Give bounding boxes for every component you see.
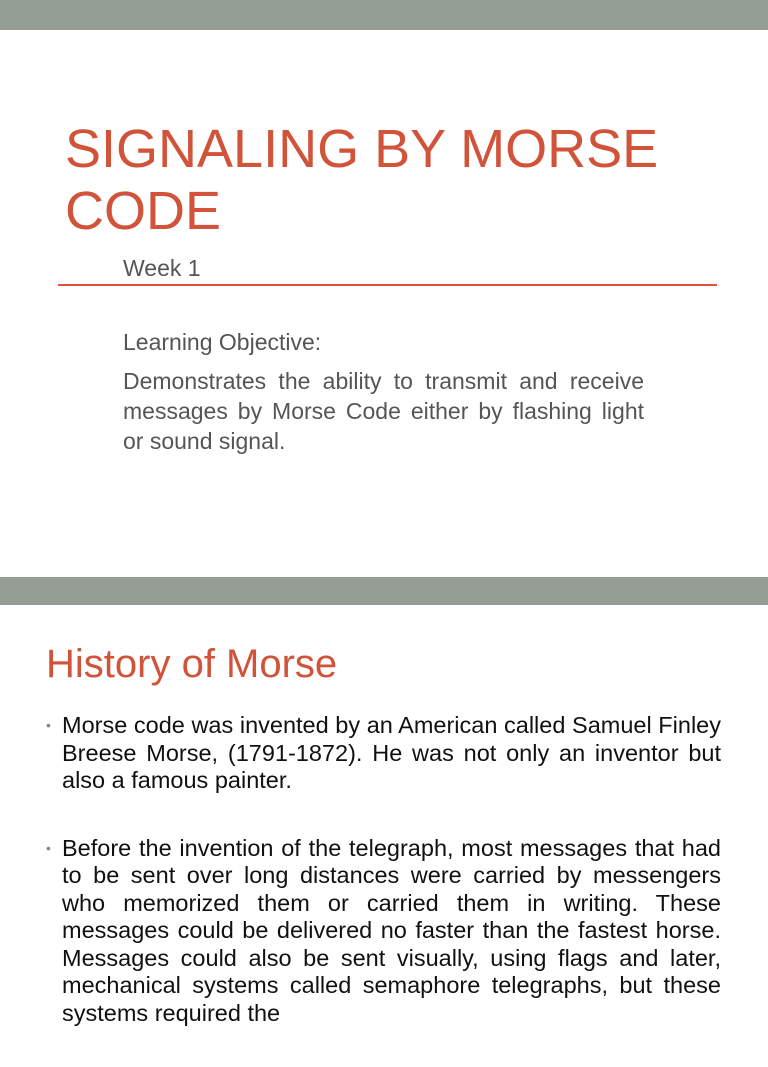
list-item xyxy=(46,835,721,1028)
top-band xyxy=(0,0,768,30)
bullet-text: Before the invention of the telegraph, most messages that had to be sent over long distances were carried by messengers who memorized them or carried them in writing. These messages could be delivered no faster than the fastest horse. Messages could also be sent visually, using flags and later, mechanical systems called semaphore telegraphs, but these systems required the xyxy=(62,834,721,1026)
objective-text: Demonstrates the ability to transmit and receive messages by Morse Code either by flashing light or sound signal. xyxy=(123,368,644,454)
week-subtitle: Week 1 xyxy=(123,255,201,281)
history-bullet-list xyxy=(46,712,721,1067)
history-title: History of Morse xyxy=(46,642,338,686)
bullet-icon: • xyxy=(46,717,51,733)
slide-title: SIGNALING BY MORSE CODE xyxy=(65,119,659,241)
bullet-icon: • xyxy=(46,839,51,856)
list-item xyxy=(46,712,721,795)
objective-label: Learning Objective: xyxy=(123,329,322,355)
bullet-text: Morse code was invented by an American called Samuel Finley Breese Morse, (1791-1872). He was not only an inventor but also a famous painter. xyxy=(62,712,721,793)
title-divider xyxy=(58,284,717,286)
slide-separator-band xyxy=(0,577,768,605)
